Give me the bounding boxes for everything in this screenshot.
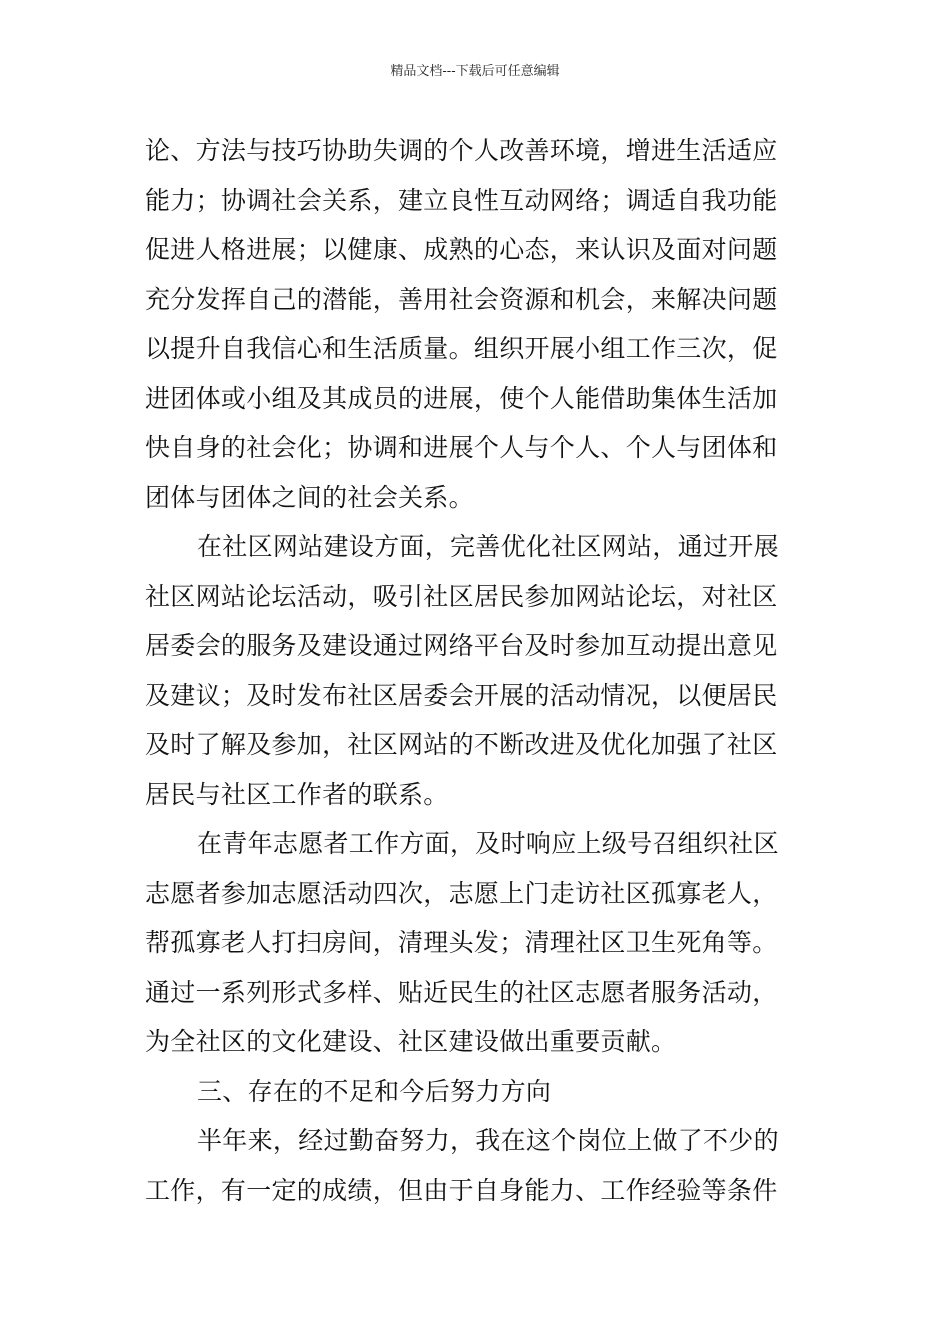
text-line: 进团体或小组及其成员的进展，使个人能借助集体生活加 <box>145 383 778 413</box>
text-line: 论、方法与技巧协助失调的个人改善环境，增进生活适应 <box>145 136 778 165</box>
page-header: 精品文档---下载后可任意编辑 <box>390 64 560 79</box>
text-line: 社区网站论坛活动，吸引社区居民参加网站论坛，对社区 <box>145 581 778 611</box>
text-line: 居委会的服务及建设通过网络平台及时参加互动提出意见 <box>145 631 778 660</box>
text-line: 居民与社区工作者的联系。 <box>145 779 449 809</box>
text-line: 工作，有一定的成绩，但由于自身能力、工作经验等条件 <box>145 1175 778 1205</box>
text-line: 及建议；及时发布社区居委会开展的活动情况，以便居民 <box>145 680 778 710</box>
text-line: 充分发挥自己的潜能，善用社会资源和机会，来解决问题 <box>145 284 778 314</box>
text-line: 以提升自我信心和生活质量。组织开展小组工作三次，促 <box>145 334 778 363</box>
text-line: 志愿者参加志愿活动四次，志愿上门走访社区孤寡老人， <box>145 878 778 908</box>
text-line: 帮孤寡老人打扫房间，清理头发；清理社区卫生死角等。 <box>145 928 778 957</box>
text-line: 及时了解及参加，社区网站的不断改进及优化加强了社区 <box>145 730 778 759</box>
text-line: 为全社区的文化建设、社区建设做出重要贡献。 <box>145 1027 677 1056</box>
paragraph-first-line: 在社区网站建设方面，完善优化社区网站，通过开展 <box>197 532 779 561</box>
text-line: 通过一系列形式多样、贴近民生的社区志愿者服务活动， <box>145 977 778 1007</box>
text-line: 团体与团体之间的社会关系。 <box>145 482 474 512</box>
section-heading: 三、存在的不足和今后努力方向 <box>197 1076 552 1106</box>
paragraph-first-line: 半年来，经过勤奋努力，我在这个岗位上做了不少的 <box>197 1126 779 1155</box>
text-line: 能力；协调社会关系，建立良性互动网络；调适自我功能 <box>145 185 778 215</box>
document-body <box>145 126 807 1215</box>
text-line: 促进人格进展；以健康、成熟的心态，来认识及面对问题 <box>145 235 778 264</box>
text-line: 快自身的社会化；协调和进展个人与个人、个人与团体和 <box>145 433 778 462</box>
paragraph-first-line: 在青年志愿者工作方面，及时响应上级号召组织社区 <box>197 829 779 858</box>
